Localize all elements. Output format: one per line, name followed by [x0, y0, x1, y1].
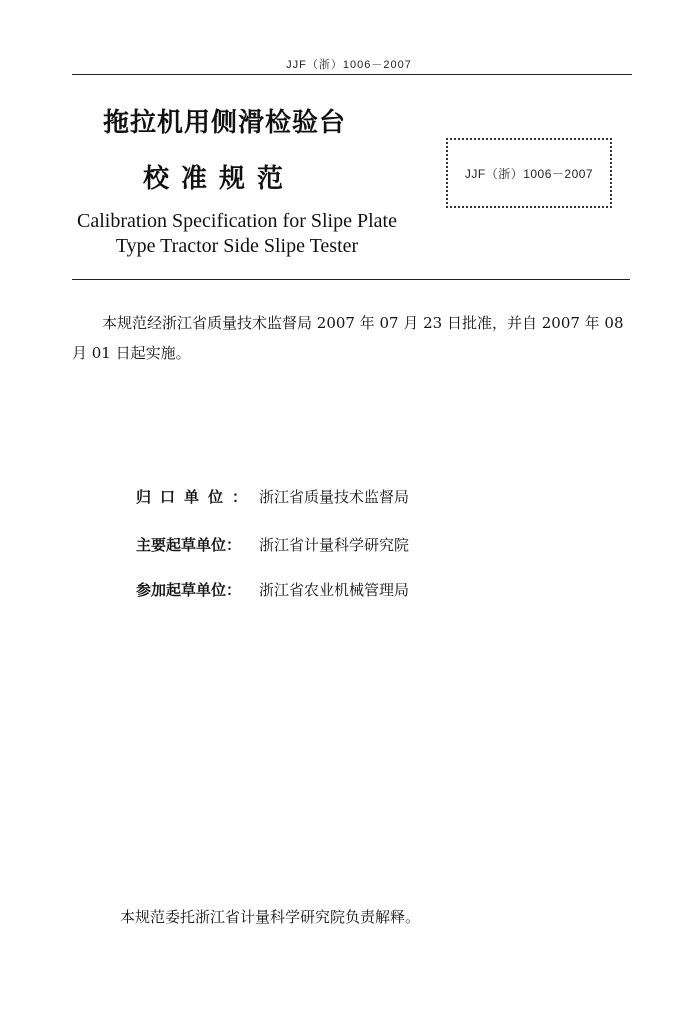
title-chinese-line-1: 拖拉机用侧滑检验台: [103, 108, 347, 138]
standard-code-box-text: JJF（浙）1006－2007: [464, 166, 594, 181]
interpretation-note: 本规范委托浙江省计量科学研究院负责解释。: [120, 908, 421, 926]
organization-row-participating-drafter: [136, 579, 409, 600]
organization-label: 参加起草单位：: [136, 581, 242, 599]
organization-row-responsible: [136, 486, 409, 507]
organization-label: 归口单位：: [136, 488, 257, 506]
header-divider: [72, 74, 632, 75]
title-divider: [72, 279, 630, 280]
title-chinese-line-2: 校准规范: [143, 164, 296, 194]
standard-code-box: [446, 138, 612, 208]
title-english-line-1: Calibration Specification for Slipe Plate: [77, 210, 397, 232]
organization-value: 浙江省农业机械管理局: [259, 581, 410, 599]
organization-label: 主要起草单位：: [136, 536, 242, 554]
organization-value: 浙江省质量技术监督局: [259, 488, 410, 506]
title-english-line-2: Type Tractor Side Slipe Tester: [115, 235, 359, 257]
organization-row-main-drafter: [136, 534, 409, 555]
header-standard-code: JJF（浙）1006－2007: [286, 59, 412, 71]
organization-value: 浙江省计量科学研究院: [259, 536, 410, 554]
approval-statement: 本规范经浙江省质量技术监督局 2007 年 07 月 23 日批准，并自 2007 年 08 月 01 日起实施。: [72, 314, 624, 362]
